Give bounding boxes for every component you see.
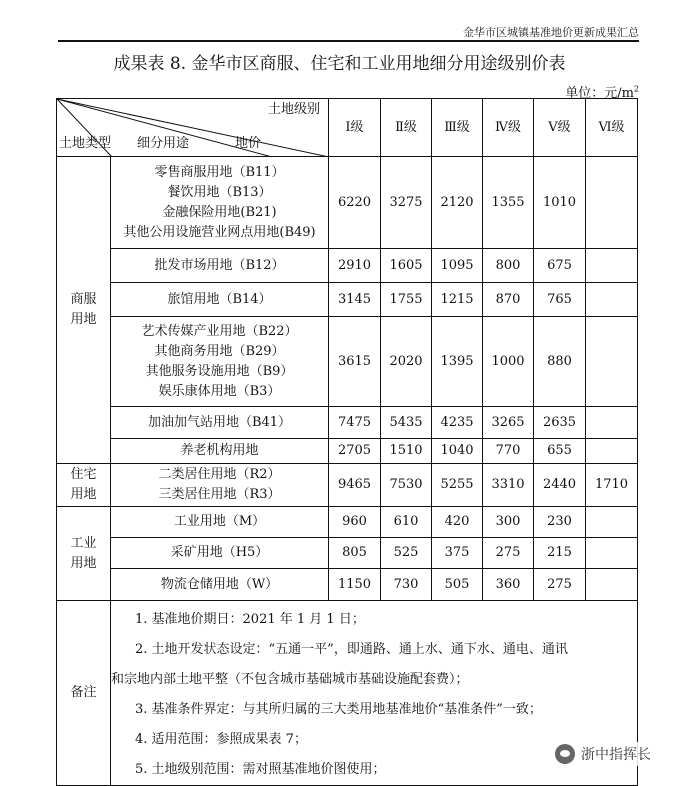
use-item: 旅馆用地（B14）	[167, 291, 272, 307]
price-cell: 215	[534, 538, 586, 569]
price-cell: 3615	[329, 317, 381, 407]
price-cell	[586, 249, 638, 283]
price-cell: 610	[381, 507, 432, 538]
running-header: 金华市区城镇基准地价更新成果汇总	[463, 26, 639, 39]
use-item: 零售商服用地（B11）	[154, 164, 285, 180]
use-cell	[111, 407, 329, 439]
price-cell: 730	[381, 569, 432, 601]
use-cell	[111, 507, 329, 538]
note-item: 2. 土地开发状态设定：“五通一平”，即通路、通上水、通下水、通电、通讯	[135, 642, 568, 657]
watermark-text: 浙中指挥长	[581, 747, 651, 763]
price-cell: 880	[534, 317, 586, 407]
price-table	[56, 98, 638, 786]
table-row	[57, 569, 638, 601]
price-cell: 3265	[483, 407, 534, 439]
group-commercial	[57, 157, 111, 464]
use-item: 加油加气站用地（B41）	[147, 414, 292, 430]
price-cell: 805	[329, 538, 381, 569]
price-cell	[586, 439, 638, 464]
price-cell: 1710	[586, 464, 638, 507]
use-cell	[111, 464, 329, 507]
table-row	[57, 249, 638, 283]
price-cell: 230	[534, 507, 586, 538]
corner-land-level: 土地级别	[267, 102, 320, 117]
wechat-icon	[555, 744, 575, 764]
use-item: 工业用地（M）	[173, 514, 266, 529]
diagonal-header-cell	[57, 99, 329, 157]
price-cell: 375	[432, 538, 483, 569]
note-item: 和宗地内部土地平整（不包含城市基础城市基础设施配套费）；	[111, 672, 469, 687]
notes-label: 备注	[57, 601, 111, 786]
price-cell: 2120	[432, 157, 483, 249]
price-cell: 770	[483, 439, 534, 464]
price-cell: 360	[483, 569, 534, 601]
use-cell	[111, 283, 329, 317]
use-item: 物流仓储用地（W）	[160, 576, 279, 592]
corner-land-type: 土地类型	[59, 136, 112, 151]
price-cell: 765	[534, 283, 586, 317]
price-cell: 5435	[381, 407, 432, 439]
price-cell: 3275	[381, 157, 432, 249]
price-cell: 3145	[329, 283, 381, 317]
level-header-4: Ⅳ级	[483, 99, 534, 157]
price-cell: 655	[534, 439, 586, 464]
price-cell: 2635	[534, 407, 586, 439]
note-item: 3. 基准条件界定：与其所归属的三大类用地基准地价“基准条件”一致；	[135, 702, 542, 717]
header-rule	[58, 40, 639, 42]
use-item: 金融保险用地(B21)	[162, 204, 277, 220]
use-cell	[111, 569, 329, 601]
table-row	[57, 283, 638, 317]
price-cell: 1355	[483, 157, 534, 249]
use-cell	[111, 317, 329, 407]
price-cell	[586, 507, 638, 538]
price-cell: 800	[483, 249, 534, 283]
table-row	[57, 507, 638, 538]
price-cell: 870	[483, 283, 534, 317]
use-item: 二类居住用地（R2）	[158, 467, 281, 482]
use-cell	[111, 439, 329, 464]
use-item: 其他商务用地（B29）	[154, 343, 285, 359]
level-header-6: Ⅵ级	[586, 99, 638, 157]
price-cell: 1000	[483, 317, 534, 407]
note-item: 4. 适用范围：参照成果表 7；	[135, 732, 307, 747]
price-cell: 2440	[534, 464, 586, 507]
price-cell: 1605	[381, 249, 432, 283]
price-cell: 275	[534, 569, 586, 601]
use-item: 采矿用地（H5）	[170, 545, 269, 560]
group-label-line2: 用地	[70, 312, 97, 327]
price-cell: 1755	[381, 283, 432, 317]
price-cell: 275	[483, 538, 534, 569]
price-cell	[586, 538, 638, 569]
price-cell: 1010	[534, 157, 586, 249]
level-header-1: Ⅰ级	[329, 99, 381, 157]
table-row	[57, 317, 638, 407]
use-cell	[111, 157, 329, 249]
price-cell	[586, 407, 638, 439]
corner-sub-use: 细分用途	[137, 136, 190, 151]
price-cell: 300	[483, 507, 534, 538]
group-industrial	[57, 507, 111, 601]
price-cell	[586, 569, 638, 601]
price-cell: 2910	[329, 249, 381, 283]
price-cell: 505	[432, 569, 483, 601]
table-row	[57, 538, 638, 569]
price-cell: 2020	[381, 317, 432, 407]
watermark	[549, 742, 657, 766]
price-cell: 1150	[329, 569, 381, 601]
table-row	[57, 439, 638, 464]
price-cell	[586, 283, 638, 317]
price-cell: 420	[432, 507, 483, 538]
group-residential	[57, 464, 111, 507]
corner-price: 地价	[235, 136, 262, 151]
price-cell: 2705	[329, 439, 381, 464]
price-cell: 1215	[432, 283, 483, 317]
table-header-row	[57, 99, 638, 157]
price-cell: 675	[534, 249, 586, 283]
unit-superscript: 2	[633, 84, 639, 94]
use-item: 养老机构用地	[180, 443, 259, 458]
price-cell	[586, 157, 638, 249]
table-row	[57, 464, 638, 507]
level-header-5: Ⅴ级	[534, 99, 586, 157]
price-cell: 1040	[432, 439, 483, 464]
price-cell: 960	[329, 507, 381, 538]
group-label-line2: 用地	[70, 555, 97, 571]
level-header-2: Ⅱ级	[381, 99, 432, 157]
table-row	[57, 407, 638, 439]
price-cell: 7530	[381, 464, 432, 507]
use-item: 其他公用设施营业网点用地(B49)	[123, 224, 316, 240]
group-label-line1: 商服	[70, 292, 97, 307]
note-item: 1. 基准地价期日：2021 年 1 月 1 日；	[135, 612, 365, 627]
table-row	[57, 157, 638, 249]
note-item: 5. 土地级别范围：需对照基准地价图使用；	[135, 762, 386, 777]
price-cell: 3310	[483, 464, 534, 507]
price-cell: 5255	[432, 464, 483, 507]
group-label-line1: 住宅	[70, 467, 97, 482]
use-item: 艺术传媒产业用地（B22）	[141, 323, 298, 339]
use-item: 三类居住用地（R3）	[158, 487, 281, 502]
group-label-line2: 用地	[70, 487, 97, 502]
price-cell: 1095	[432, 249, 483, 283]
use-cell	[111, 538, 329, 569]
unit-text: 单位：元/m	[565, 86, 634, 101]
use-item: 批发市场用地（B12）	[154, 257, 285, 273]
table-title: 成果表 8. 金华市区商服、住宅和工业用地细分用途级别价表	[113, 54, 566, 74]
price-cell: 6220	[329, 157, 381, 249]
price-cell: 1395	[432, 317, 483, 407]
use-item: 餐饮用地（B13）	[167, 184, 272, 200]
use-item: 娱乐康体用地（B3）	[158, 383, 281, 399]
use-cell	[111, 249, 329, 283]
price-cell: 525	[381, 538, 432, 569]
price-cell: 4235	[432, 407, 483, 439]
level-header-3: Ⅲ级	[432, 99, 483, 157]
price-cell: 1510	[381, 439, 432, 464]
price-cell: 7475	[329, 407, 381, 439]
price-cell: 9465	[329, 464, 381, 507]
price-cell	[586, 317, 638, 407]
group-label-line1: 工业	[70, 535, 97, 551]
use-item: 其他服务设施用地（B9）	[145, 363, 294, 379]
